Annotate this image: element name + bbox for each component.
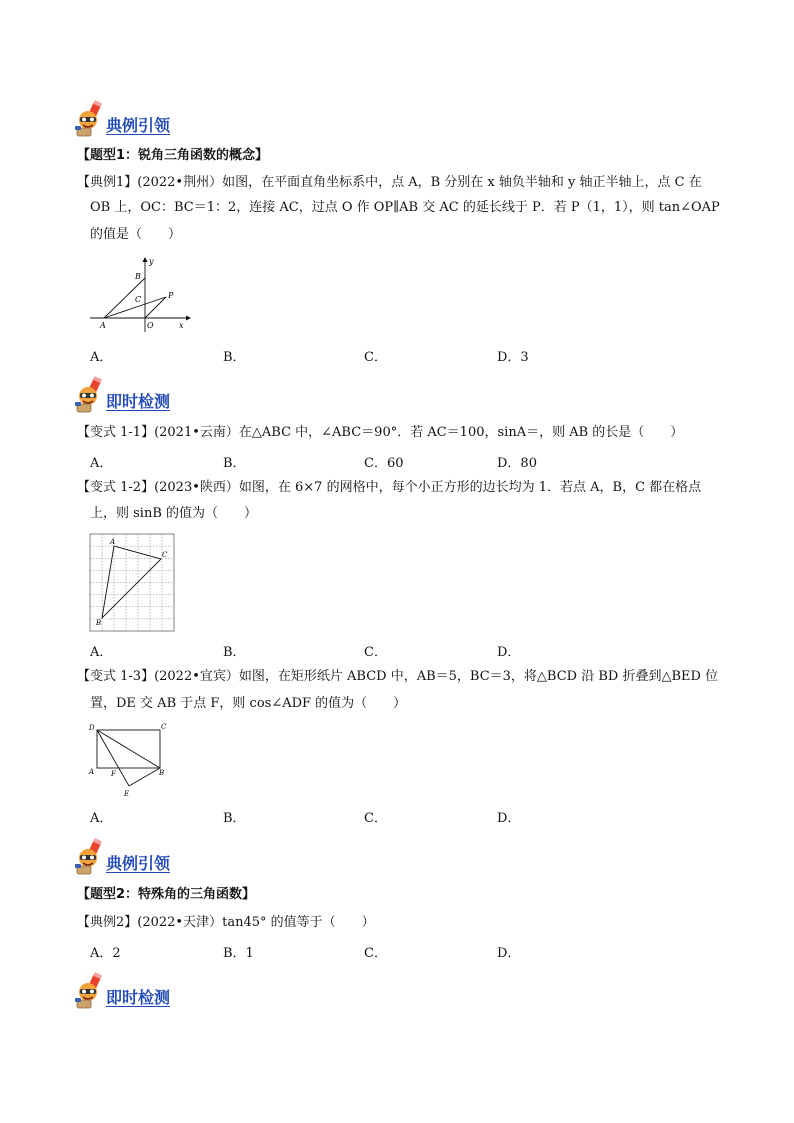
- figure-label: B: [159, 769, 165, 777]
- figure-label: C: [135, 295, 142, 304]
- pencil-mascot-icon: [73, 972, 107, 1010]
- answer-option: A．2: [90, 946, 121, 961]
- question-text: 置，DE 交 AB 于点 F，则 cos∠ADF 的值为（ ）: [90, 696, 407, 711]
- figure-label: D: [89, 724, 95, 732]
- section-title: 即时检测: [106, 392, 171, 411]
- section-title: 即时检测: [106, 988, 171, 1007]
- figure-label: B: [96, 619, 102, 627]
- answer-option: B．: [223, 811, 246, 826]
- figure-label: y: [149, 257, 154, 266]
- answer-option: D．: [497, 645, 521, 660]
- figure-label: E: [124, 790, 130, 798]
- answer-option: B．1: [223, 946, 254, 961]
- pencil-mascot-icon: [73, 100, 107, 138]
- answer-option: B．: [223, 350, 246, 365]
- question-text: 【变式 1-3】(2022•宜宾）如图，在矩形纸片 ABCD 中，AB＝5，BC＝3，将△BCD 沿 BD 折叠到△BED 位: [77, 669, 719, 684]
- answer-option: C．: [364, 350, 387, 365]
- answer-option: D．80: [497, 456, 537, 471]
- answer-option: B．: [223, 645, 246, 660]
- coordinate-figure: [86, 254, 196, 334]
- pencil-mascot-icon: [73, 838, 107, 876]
- answer-option: D．: [497, 811, 521, 826]
- answer-option: A．: [90, 811, 113, 826]
- rectangle-fold-figure: [86, 722, 176, 802]
- question-text: 【变式 1-1】(2021•云南）在△ABC 中，∠ABC＝90°．若 AC＝100，sinA＝，则 AB 的长是（ ）: [77, 425, 684, 440]
- section-title: 典例引领: [106, 854, 171, 873]
- section-title: 典例引领: [106, 116, 171, 135]
- figure-label: A: [89, 768, 95, 776]
- answer-option: A．: [90, 456, 113, 471]
- question-text: OB 上，OC：BC＝1：2，连接 AC，过点 O 作 OP∥AB 交 AC 的延长线于 P．若 P（1，1），则 tan∠OAP: [90, 200, 720, 215]
- figure-label: A: [110, 538, 116, 546]
- question-text: 【变式 1-2】(2023•陕西）如图，在 6×7 的网格中，每个小正方形的边长均为 1．若点 A，B，C 都在格点: [77, 480, 702, 495]
- figure-label: P: [168, 291, 174, 300]
- answer-option: C．: [364, 946, 387, 961]
- answer-option: B．: [223, 456, 246, 471]
- figure-label: C: [162, 551, 168, 559]
- figure-label: C: [161, 723, 167, 731]
- question-text: 【典例2】(2022•天津）tan45° 的值等于（ ）: [77, 915, 375, 930]
- answer-option: C．: [364, 645, 387, 660]
- topic-title: 【题型1：锐角三角函数的概念】: [77, 148, 269, 163]
- figure-label: A: [100, 321, 106, 330]
- figure-label: x: [179, 321, 184, 330]
- answer-option: D．3: [497, 350, 529, 365]
- answer-option: A．: [90, 350, 113, 365]
- question-text: 上，则 sinB 的值为（ ）: [90, 506, 258, 521]
- question-text: 的值是（ ）: [90, 227, 182, 242]
- figure-label: F: [111, 770, 116, 778]
- figure-label: B: [135, 272, 141, 281]
- pencil-mascot-icon: [73, 376, 107, 414]
- answer-option: C．: [364, 811, 387, 826]
- answer-option: A．: [90, 645, 113, 660]
- answer-option: D．: [497, 946, 521, 961]
- topic-title: 【题型2：特殊角的三角函数】: [77, 887, 256, 902]
- answer-option: C．60: [364, 456, 404, 471]
- grid-figure: [89, 533, 175, 632]
- question-text: 【典例1】(2022•荆州）如图，在平面直角坐标系中，点 A，B 分别在 x 轴负半轴和 y 轴正半轴上，点 C 在: [77, 175, 702, 190]
- figure-label: O: [147, 321, 154, 330]
